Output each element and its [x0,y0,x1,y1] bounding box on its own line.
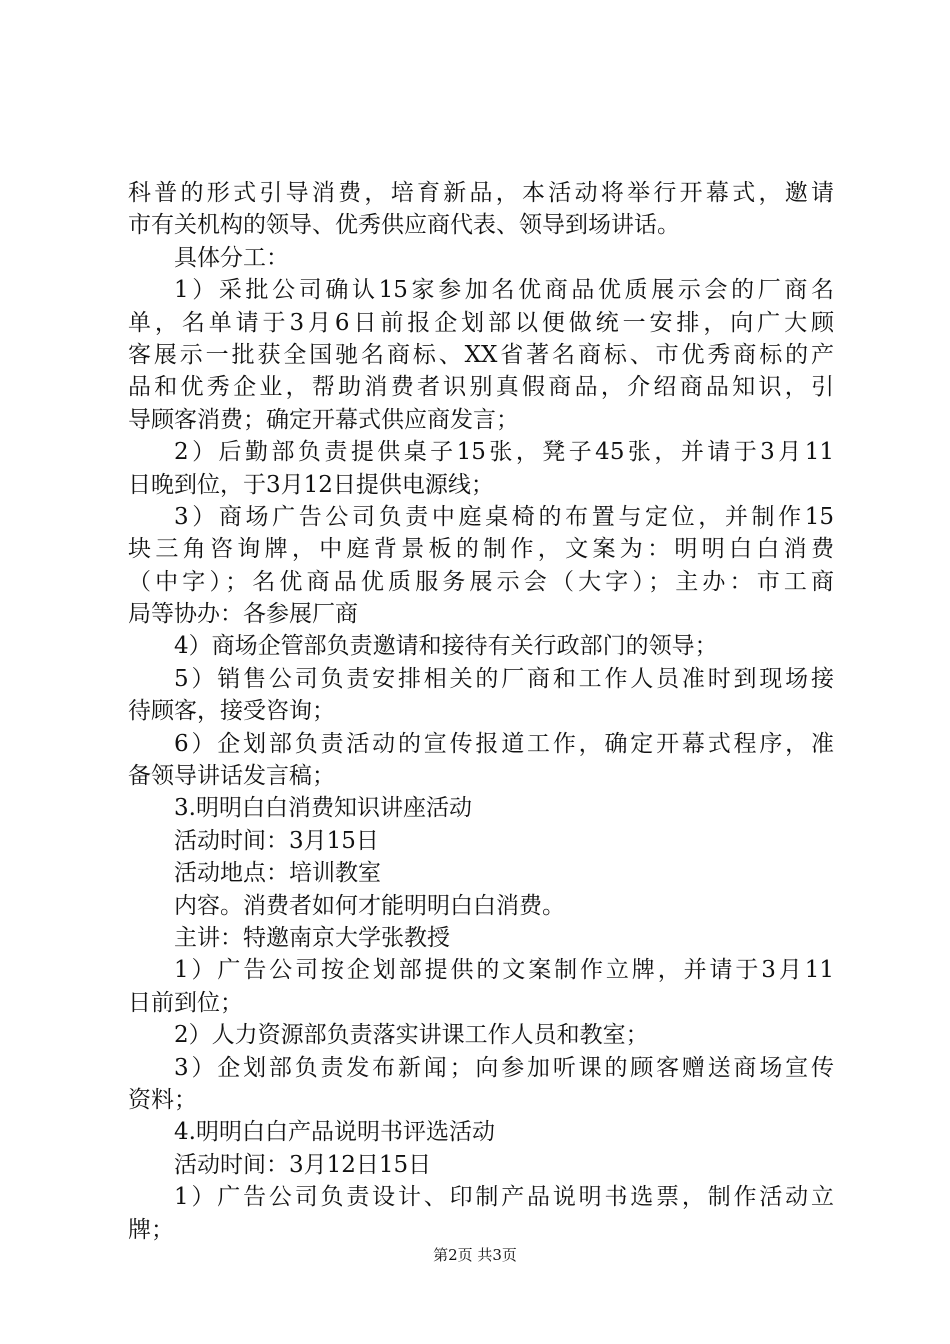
activity-location: 活动地点：培训教室 [174,860,381,887]
section-label: 具体分工： [174,244,289,271]
list-item: 3）企划部负责发布新闻；向参加听课的顾客赠送商场宣传 [174,1054,834,1081]
text-line: 牌； [128,1216,174,1243]
list-item: 6）企划部负责活动的宣传报道工作，确定开幕式程序，准 [174,730,834,757]
activity-time: 活动时间：3月12日15日 [174,1151,432,1178]
section-heading: 3.明明白白消费知识讲座活动 [174,795,472,822]
text-line: 备领导讲话发言稿； [128,763,335,790]
text-line: 科普的形式引导消费，培育新品，本活动将举行开幕式，邀请 [128,180,834,206]
section-heading: 4.明明白白产品说明书评选活动 [174,1119,495,1146]
list-item: 1）广告公司负责设计、印制产品说明书选票，制作活动立 [174,1184,834,1211]
text-line: 客展示一批获全国驰名商标、XX省著名商标、市优秀商标的产 [128,341,834,368]
list-item: 3）商场广告公司负责中庭桌椅的布置与定位，并制作15 [174,503,834,530]
text-line: 资料； [128,1086,197,1113]
list-item: 2）后勤部负责提供桌子15张，凳子45张，并请于3月11 [174,439,834,466]
activity-speaker: 主讲：特邀南京大学张教授 [174,924,450,951]
list-item: 2）人力资源部负责落实讲课工作人员和教室； [174,1022,649,1049]
text-line: 品和优秀企业，帮助消费者识别真假商品，介绍商品知识，引 [128,374,834,401]
list-item: 5）销售公司负责安排相关的厂商和工作人员准时到现场接 [174,665,834,692]
text-line: 日前到位； [128,989,243,1016]
list-item: 1）采批公司确认15家参加名优商品优质展示会的厂商名 [174,277,834,304]
activity-content: 内容。消费者如何才能明明白白消费。 [174,892,565,919]
activity-time: 活动时间：3月15日 [174,827,379,854]
text-line: 导顾客消费；确定开幕式供应商发言； [128,406,519,433]
page-footer [0,1245,950,1265]
text-line: 局等协办：各参展厂商 [128,601,358,628]
list-item: 1）广告公司按企划部提供的文案制作立牌，并请于3月11 [174,957,834,984]
text-line: 单，名单请于3月6日前报企划部以便做统一安排，向广大顾 [128,309,834,336]
text-line: 市有关机构的领导、优秀供应商代表、领导到场讲话。 [128,212,680,239]
text-line: 待顾客，接受咨询； [128,698,335,725]
document-body [128,177,834,1246]
page-number-label: 第2页 共3页 [433,1246,517,1264]
list-item: 4）商场企管部负责邀请和接待有关行政部门的领导； [174,633,718,660]
text-line: 日晚到位，于3月12日提供电源线； [128,471,494,498]
text-line: （中字）；名优商品优质服务展示会（大字）；主办：市工商 [128,568,834,595]
text-line: 块三角咨询牌，中庭背景板的制作，文案为：明明白白消费 [128,536,834,563]
